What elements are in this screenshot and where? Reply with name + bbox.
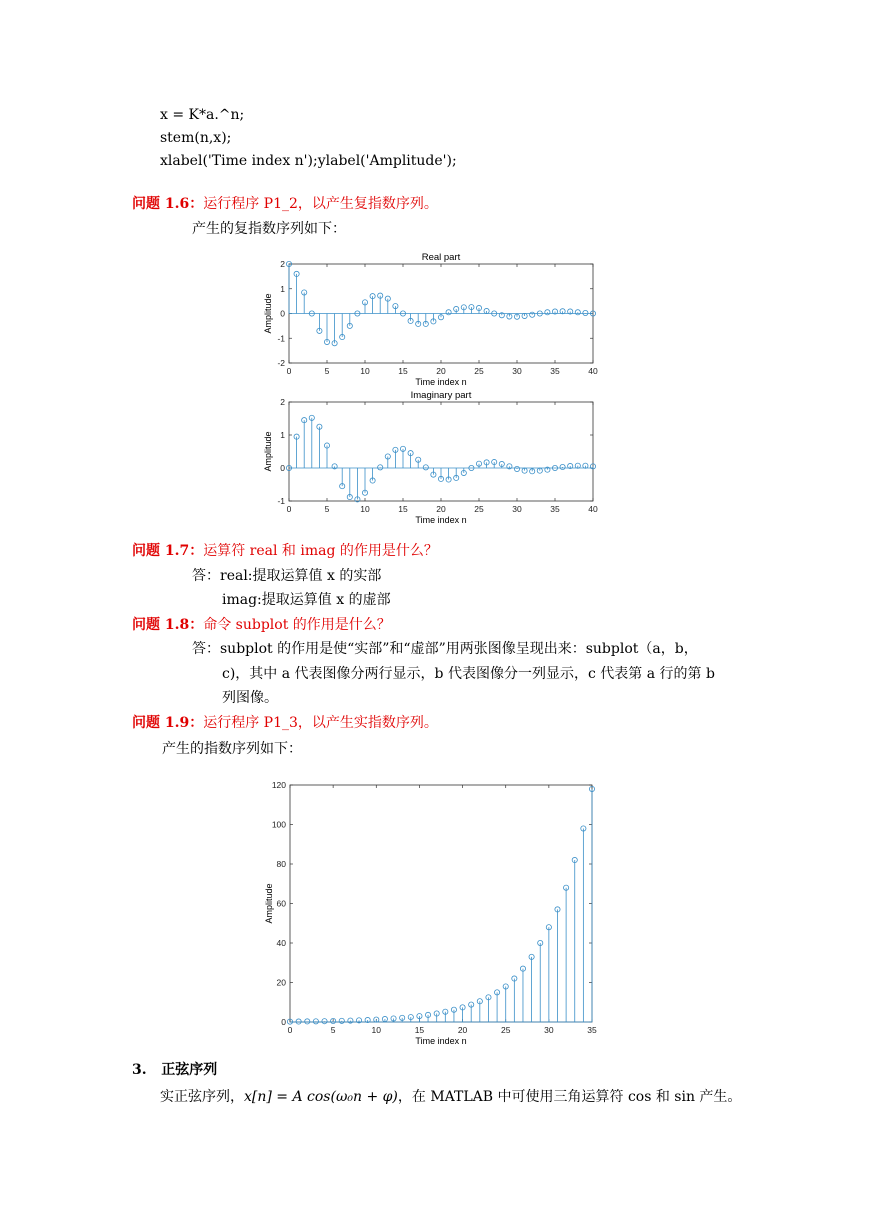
x-tick-label: 15 [398, 366, 408, 376]
real-part-chart [260, 248, 610, 393]
x-tick-label: 20 [436, 366, 446, 376]
y-tick-label: 1 [280, 430, 285, 440]
x-tick-label: 0 [287, 1025, 293, 1035]
y-tick-label: 40 [276, 938, 286, 948]
y-tick-label: 20 [276, 977, 286, 988]
question-1-7-text: 运算符 real 和 imag 的作用是什么？ [203, 543, 438, 559]
section-3-heading [132, 1060, 217, 1080]
answer-1-8-line-2: c)，其中 a 代表图像分两行显示，b 代表图像分一列显示，c 代表第 a 行的第 b [222, 666, 715, 682]
x-tick-label: 10 [371, 1025, 382, 1035]
y-axis-label: Amplitude [263, 293, 273, 334]
y-axis-label: Amplitude [263, 431, 273, 472]
real-exponential-chart [250, 775, 610, 1055]
y-tick-label: -1 [277, 496, 285, 506]
y-tick-label: 100 [271, 819, 286, 830]
answer-1-7-line-2: imag:提取运算值 x 的虚部 [222, 592, 391, 608]
plot-area [290, 785, 592, 1022]
x-tick-label: 30 [544, 1025, 554, 1035]
answer-1-8-line-3: 列图像。 [222, 690, 278, 706]
chart-title: Real part [421, 252, 461, 263]
answer-1-7-line-1: 答：real:提取运算值 x 的实部 [192, 568, 382, 584]
y-tick-label: 1 [280, 283, 285, 294]
x-axis-label: Time index n [415, 1036, 467, 1046]
question-1-6-note: 产生的复指数序列如下： [192, 221, 346, 237]
y-tick-label: 120 [271, 780, 286, 790]
x-tick-label: 0 [286, 504, 292, 514]
chart-title: Imaginary part [410, 390, 472, 401]
question-1-9-label: 问题 1.9： [132, 715, 204, 731]
plot-area [289, 402, 593, 501]
section-3-number: 3. [132, 1062, 147, 1078]
x-tick-label: 35 [550, 504, 560, 514]
y-tick-label: 2 [280, 397, 285, 407]
section-3-title: 正弦序列 [161, 1062, 218, 1078]
x-tick-label: 35 [587, 1025, 597, 1035]
x-tick-label: 25 [500, 1025, 511, 1035]
answer-1-8-line-1: 答：subplot 的作用是使“实部”和“虚部”用两张图像呈现出来：subplot（a，b， [192, 641, 698, 657]
x-tick-label: 5 [324, 504, 330, 514]
y-tick-label: 0 [281, 1017, 286, 1027]
question-1-8-text: 命令 subplot 的作用是什么？ [203, 617, 391, 633]
x-tick-label: 25 [474, 366, 484, 376]
y-tick-label: 2 [280, 259, 285, 269]
x-tick-label: 20 [457, 1025, 468, 1035]
x-axis-label: Time index n [415, 377, 467, 387]
code-line-1: x = K*a.^n; [160, 107, 245, 123]
x-tick-label: 10 [360, 504, 370, 514]
section-3-text [160, 1087, 741, 1107]
code-line-3: xlabel('Time index n');ylabel('Amplitude'); [160, 153, 457, 169]
x-tick-label: 30 [512, 366, 522, 376]
section-3-text-before: 实正弦序列， [160, 1089, 244, 1105]
x-tick-label: 5 [330, 1025, 336, 1035]
question-1-9-text: 运行程序 P1_3，以产生实指数序列。 [203, 715, 438, 731]
question-1-6 [132, 194, 438, 214]
code-line-2: stem(n,x); [160, 130, 232, 146]
question-1-9 [132, 713, 438, 733]
x-tick-label: 25 [474, 504, 484, 514]
y-tick-label: -1 [277, 333, 285, 344]
question-1-6-label: 问题 1.6： [132, 196, 204, 212]
question-1-6-text: 运行程序 P1_2，以产生复指数序列。 [203, 196, 438, 212]
x-tick-label: 40 [588, 366, 598, 376]
section-3-text-after: ，在 MATLAB 中可使用三角运算符 cos 和 sin 产生。 [397, 1089, 742, 1105]
x-tick-label: 5 [324, 366, 330, 376]
x-tick-label: 20 [436, 504, 446, 514]
x-tick-label: 15 [414, 1025, 425, 1035]
x-tick-label: 0 [286, 366, 292, 376]
x-tick-label: 30 [512, 504, 522, 514]
imaginary-part-chart [260, 388, 610, 533]
sinusoid-formula: x[n] = A cos(ω₀n + φ) [244, 1089, 398, 1105]
y-tick-label: -2 [277, 358, 285, 368]
question-1-7 [132, 541, 438, 561]
x-tick-label: 10 [360, 366, 370, 376]
y-tick-label: 80 [276, 859, 286, 869]
question-1-7-label: 问题 1.7： [132, 543, 204, 559]
y-axis-label: Amplitude [264, 883, 274, 924]
question-1-8 [132, 615, 391, 635]
question-1-9-note: 产生的指数序列如下： [162, 741, 302, 757]
question-1-8-label: 问题 1.8： [132, 617, 204, 633]
x-tick-label: 15 [398, 504, 408, 514]
y-tick-label: 0 [280, 308, 285, 319]
x-axis-label: Time index n [415, 515, 467, 525]
y-tick-label: 60 [276, 898, 286, 909]
x-tick-label: 40 [588, 504, 598, 514]
y-tick-label: 0 [280, 463, 285, 473]
x-tick-label: 35 [550, 366, 560, 376]
